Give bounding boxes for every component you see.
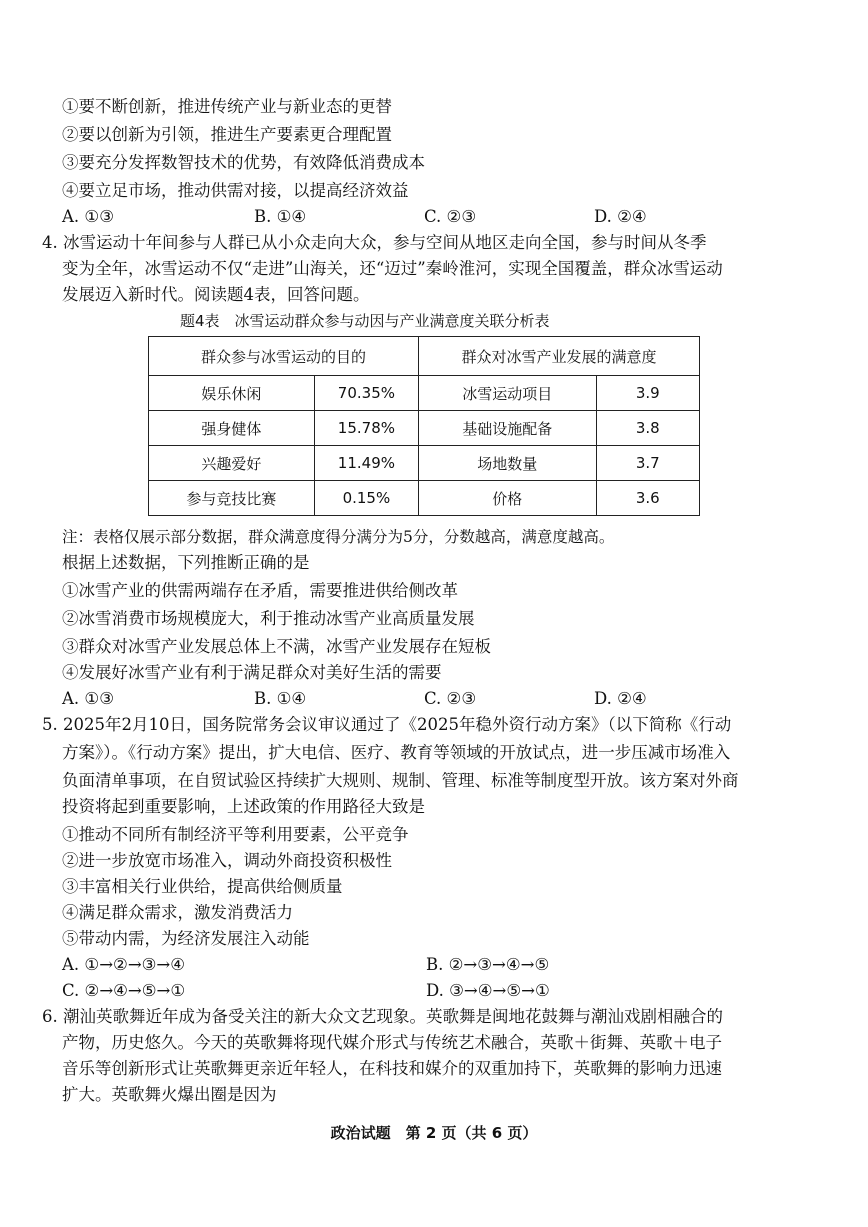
q4-prompt: 根据上述数据，下列推断正确的是 (62, 553, 310, 572)
q4-options (62, 686, 842, 712)
q5-item-3: ③丰富相关行业供给，提高供给侧质量 (62, 877, 343, 896)
q3-option-b: B. ①④ (254, 207, 307, 226)
cell-pct: 0.15% (314, 481, 418, 516)
cell-score: 3.9 (596, 376, 699, 411)
q5-option-b: B. ②→③→④→⑤ (426, 955, 550, 974)
cell-pct: 15.78% (314, 411, 418, 446)
q4-option-c: C. ②③ (424, 689, 477, 708)
q3-item-4: ④要立足市场，推动供需对接，以提高经济效益 (62, 181, 409, 200)
table-note: 注：表格仅展示部分数据，群众满意度得分满分为5分，分数越高，满意度越高。 (62, 528, 615, 546)
table-caption: 题4表 冰雪运动群众参与动因与产业满意度关联分析表 (180, 312, 550, 330)
q4-stem-line-3: 发展迈入新时代。阅读题4表，回答问题。 (62, 285, 370, 304)
q4-option-d: D. ②④ (594, 689, 647, 708)
q5-options-row-1 (62, 952, 842, 978)
q3-options (62, 204, 842, 230)
cell-score: 3.7 (596, 446, 699, 481)
q5-option-d: D. ③→④→⑤→① (426, 981, 550, 1000)
cell-aspect: 价格 (418, 481, 596, 516)
cell-aspect: 场地数量 (418, 446, 596, 481)
q4-stem-line-1: 4. 冰雪运动十年间参与人群已从小众走向大众，参与空间从地区走向全国，参与时间从冬季 (42, 233, 707, 252)
q4-item-4: ④发展好冰雪产业有利于满足群众对美好生活的需要 (62, 663, 442, 682)
q4-option-a: A. ①③ (62, 689, 114, 708)
cell-purpose: 兴趣爱好 (149, 446, 315, 481)
q3-item-3: ③要充分发挥数智技术的优势，有效降低消费成本 (62, 153, 425, 172)
header-purpose: 群众参与冰雪运动的目的 (149, 337, 419, 376)
q6-stem-line-4: 扩大。英歌舞火爆出圈是因为 (62, 1085, 277, 1104)
q5-stem-line-3: 负面清单事项，在自贸试验区持续扩大规则、规制、管理、标准等制度型开放。该方案对外商 (62, 771, 739, 790)
q5-item-4: ④满足群众需求，激发消费活力 (62, 903, 293, 922)
q5-stem-line-2: 方案》）。《行动方案》提出，扩大电信、医疗、教育等领域的开放试点，进一步压减市场准入 (62, 743, 731, 762)
q5-option-a: A. ①→②→③→④ (62, 955, 186, 974)
q5-option-c: C. ②→④→⑤→① (62, 981, 186, 1000)
q6-stem-line-2: 产物，历史悠久。今天的英歌舞将现代媒介形式与传统艺术融合，英歌＋街舞、英歌＋电子 (62, 1033, 722, 1052)
q3-item-2: ②要以创新为引领，推进生产要素更合理配置 (62, 125, 392, 144)
q5-stem-line-1: 5. 2025年2月10日，国务院常务会议审议通过了《2025年稳外资行动方案》（以下简称《行动 (42, 715, 732, 734)
cell-pct: 11.49% (314, 446, 418, 481)
q5-item-1: ①推动不同所有制经济平等利用要素，公平竞争 (62, 825, 409, 844)
cell-score: 3.8 (596, 411, 699, 446)
table-row (149, 481, 700, 516)
q4-table (148, 336, 700, 516)
cell-aspect: 冰雪运动项目 (418, 376, 596, 411)
cell-purpose: 参与竞技比赛 (149, 481, 315, 516)
q6-stem-line-1: 6. 潮汕英歌舞近年成为备受关注的新大众文艺现象。英歌舞是闽地花鼓舞与潮汕戏剧相融合的 (42, 1007, 723, 1026)
q3-item-1: ①要不断创新，推进传统产业与新业态的更替 (62, 97, 392, 116)
q3-option-a: A. ①③ (62, 207, 114, 226)
cell-score: 3.6 (596, 481, 699, 516)
q3-option-d: D. ②④ (594, 207, 647, 226)
q4-item-3: ③群众对冰雪产业发展总体上不满，冰雪产业发展存在短板 (62, 637, 491, 656)
q5-item-2: ②进一步放宽市场准入，调动外商投资积极性 (62, 851, 392, 870)
table-row (149, 411, 700, 446)
q4-option-b: B. ①④ (254, 689, 307, 708)
q5-item-5: ⑤带动内需，为经济发展注入动能 (62, 929, 310, 948)
cell-purpose: 娱乐休闲 (149, 376, 315, 411)
table-row (149, 446, 700, 481)
q4-item-2: ②冰雪消费市场规模庞大，利于推动冰雪产业高质量发展 (62, 609, 475, 628)
table-header-row (149, 337, 700, 376)
page-footer: 政治试题 第 2 页（共 6 页） (330, 1124, 538, 1142)
q5-options-row-2 (62, 978, 842, 1004)
q5-stem-line-4: 投资将起到重要影响，上述政策的作用路径大致是 (62, 797, 425, 816)
q3-option-c: C. ②③ (424, 207, 477, 226)
cell-purpose: 强身健体 (149, 411, 315, 446)
q4-item-1: ①冰雪产业的供需两端存在矛盾，需要推进供给侧改革 (62, 581, 458, 600)
cell-aspect: 基础设施配备 (418, 411, 596, 446)
table-row (149, 376, 700, 411)
cell-pct: 70.35% (314, 376, 418, 411)
q6-stem-line-3: 音乐等创新形式让英歌舞更亲近年轻人，在科技和媒介的双重加持下，英歌舞的影响力迅速 (62, 1059, 722, 1078)
q4-stem-line-2: 变为全年，冰雪运动不仅“走进”山海关，还“迈过”秦岭淮河，实现全国覆盖，群众冰雪运动 (62, 259, 723, 278)
header-satisfaction: 群众对冰雪产业发展的满意度 (418, 337, 699, 376)
